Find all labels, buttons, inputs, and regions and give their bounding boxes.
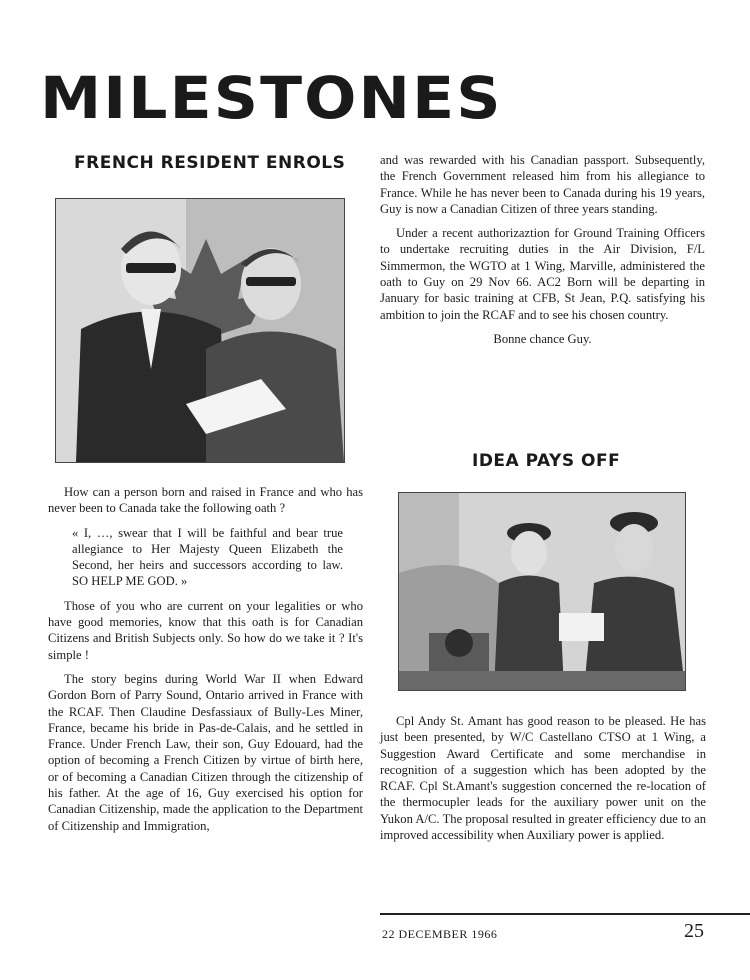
article1-paragraph: and was rewarded with his Canadian passport. Subsequently, the French Government released him from his allegiance to France. While he has never been to Canada during his 19 years, Guy is now a Canadian Citizen of three years standing. bbox=[380, 153, 705, 216]
article1-closing: Bonne chance Guy. bbox=[493, 331, 592, 346]
article1-headline: FRENCH RESIDENT ENROLS bbox=[74, 153, 346, 173]
footer-date: 22 DECEMBER 1966 bbox=[382, 927, 498, 941]
article2-paragraph: Cpl Andy St. Amant has good reason to be pleased. He has just been presented, by W/C Castellano CTSO at 1 Wing, a Suggestion Award Certificate and some merchandise in recognition of a suggestion which has been adopted by the RCAF. Cpl St.Amant's suggestion concerned the re-location of the thermocupler leads for the auxiliary power unit on the Yukon A/C. The proposal resulted in greater efficiency due to an improved accessibility when Auxiliary power is applied. bbox=[380, 714, 706, 843]
article2-column bbox=[380, 713, 706, 851]
article1-oath-quote: « I, …, swear that I will be faithful and bear true allegiance to Her Majesty Queen Elizabeth the Second, her heirs and successors according to law. SO HELP ME GOD. » bbox=[72, 525, 343, 589]
article1-paragraph: Under a recent authorizaztion for Ground Training Officers to undertake recruiting duties in the Air Division, F/L Simmermon, the WGTO at 1 Wing, Marville, administered the oath to Guy on 29 Nov 66. AC2 Born will be departing in January for basic training at CFB, St Jean, P.Q. satisfying his ambition to join the RCAF and to see his chosen country. bbox=[380, 226, 705, 322]
article1-paragraph: How can a person born and raised in France and who has never been to Canada take the following oath ? bbox=[48, 485, 363, 516]
article1-paragraph: Those of you who are current on your legalities or who have good memories, know that this oath is for Canadian Citizens and British Subjects only. So how do we take it ? It's simple ! bbox=[48, 598, 363, 662]
footer-divider bbox=[380, 913, 750, 915]
photo-illustration bbox=[399, 493, 685, 690]
article1-paragraph: The story begins during World War II when Edward Gordon Born of Parry Sound, Ontario arrived in France with the RCAF. Then Claudine Desfassiaux of Bully-Les Miner, France, became his bride in Pas-de-Calais, and he settled in France. Under French Law, their son, Guy Edouard, had the option of becoming a French Citizen by virtue of birth here, or of becoming a Canadian Citizen through the citizenship of his father. At the age of 16, Guy exercised his option for Canadian Citizenship, made the application to the Department of Citizenship and Immigration, bbox=[48, 671, 363, 833]
article1-right-column bbox=[380, 152, 705, 355]
masthead-title: MILESTONES bbox=[40, 64, 503, 132]
article2-headline: IDEA PAYS OFF bbox=[472, 451, 621, 471]
article2-photo bbox=[398, 492, 686, 691]
article1-left-column bbox=[48, 484, 363, 842]
photo-illustration bbox=[56, 199, 344, 462]
article1-photo bbox=[55, 198, 345, 463]
page-number: 25 bbox=[684, 920, 704, 942]
